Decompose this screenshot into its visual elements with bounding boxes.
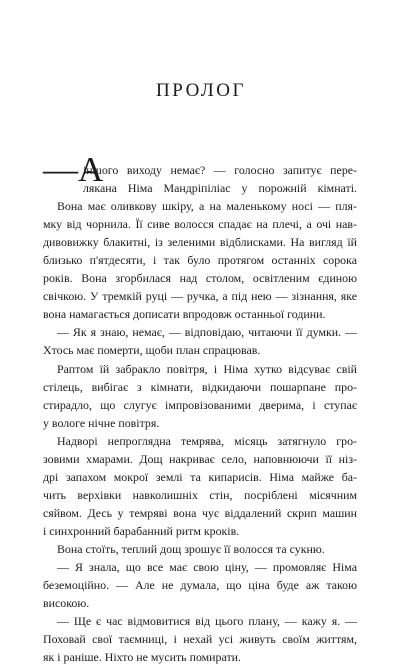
text-line: беземоційно. — Але не думала, що ціна буде аж такою	[43, 578, 357, 593]
text-line: вона намагається дописати впродовж останньої години.	[43, 307, 326, 322]
text-line: Раптом їй забракло повітря, і Німа хутко відсуває свій	[57, 361, 357, 376]
text-line: стілець, вибігає з кімнати, відкидаючи пошарпане про-	[43, 379, 357, 394]
text-line: — Ще є час відмовитися від цього плану, — кажу я. —	[57, 614, 357, 629]
text-line: — Як я знаю, немає, — відповідаю, читаючи її думки. —	[57, 325, 357, 340]
text-line: — Я знала, що все має свою ціну, — промовляє Німа	[57, 560, 357, 575]
text-line: сяйвом. Десь у темряві вона чує віддалений скрип машин	[43, 505, 357, 520]
text-line: Поховай свої таємниці, і нехай усі живуть своїм життям,	[43, 632, 357, 647]
text-line-1-content: іншого виходу немає? — голосно запитує пере-	[83, 163, 357, 177]
text-line: стирадло, що слугує імпровізованими дверима, і ступає	[43, 397, 357, 412]
text-line: високою.	[43, 596, 90, 611]
text-line-2-content: лякана Німа Мандріпіліас у порожній кімнаті.	[83, 181, 357, 196]
text-line: Вона має оливкову шкіру, а на маленькому носі — пля-	[57, 199, 357, 214]
text-line: Вона стоїть, теплий дощ зрошує її волосся та сукню.	[57, 541, 325, 556]
text-line: мку від чорнила. Її сиве волосся спадає на плечі, а очі нав-	[43, 217, 357, 232]
text-line: у вологе нічне повітря.	[43, 415, 160, 430]
text-line: років. Вона згорбилася над столом, освітленим єдиною	[43, 271, 357, 286]
text-line: чить верхівки навколишніх стін, посріблені місячним	[43, 487, 357, 502]
text-line: і синхронний барабанний ритм кроків.	[43, 523, 240, 538]
chapter-title: ПРОЛОГ	[156, 80, 246, 101]
drop-cap: —А	[43, 150, 104, 189]
text-line: свічкою. У тремкій руці — ручка, а під нею — зізнання, яке	[43, 289, 357, 304]
prologue-text	[43, 150, 357, 666]
text-line: зовими хмарами. Дощ накриває село, наповнюючи її ніз-	[43, 451, 357, 466]
text-line: дрі запахом мокрої землі та кипарисів. Німа майже ба-	[43, 469, 357, 484]
text-line: близько п'ятдесяти, і так було протягом останніх сорока	[43, 253, 357, 268]
text-line: Надворі непроглядна темрява, місяць затягнуло гро-	[57, 433, 357, 448]
text-line: як і раніше. Ніхто не мусить помирати.	[43, 650, 241, 665]
text-line: дивовижку блакитні, із зеленими відблисками. На вигляд їй	[43, 235, 357, 250]
text-line: Хтось має померти, щоби план спрацював.	[43, 343, 261, 358]
